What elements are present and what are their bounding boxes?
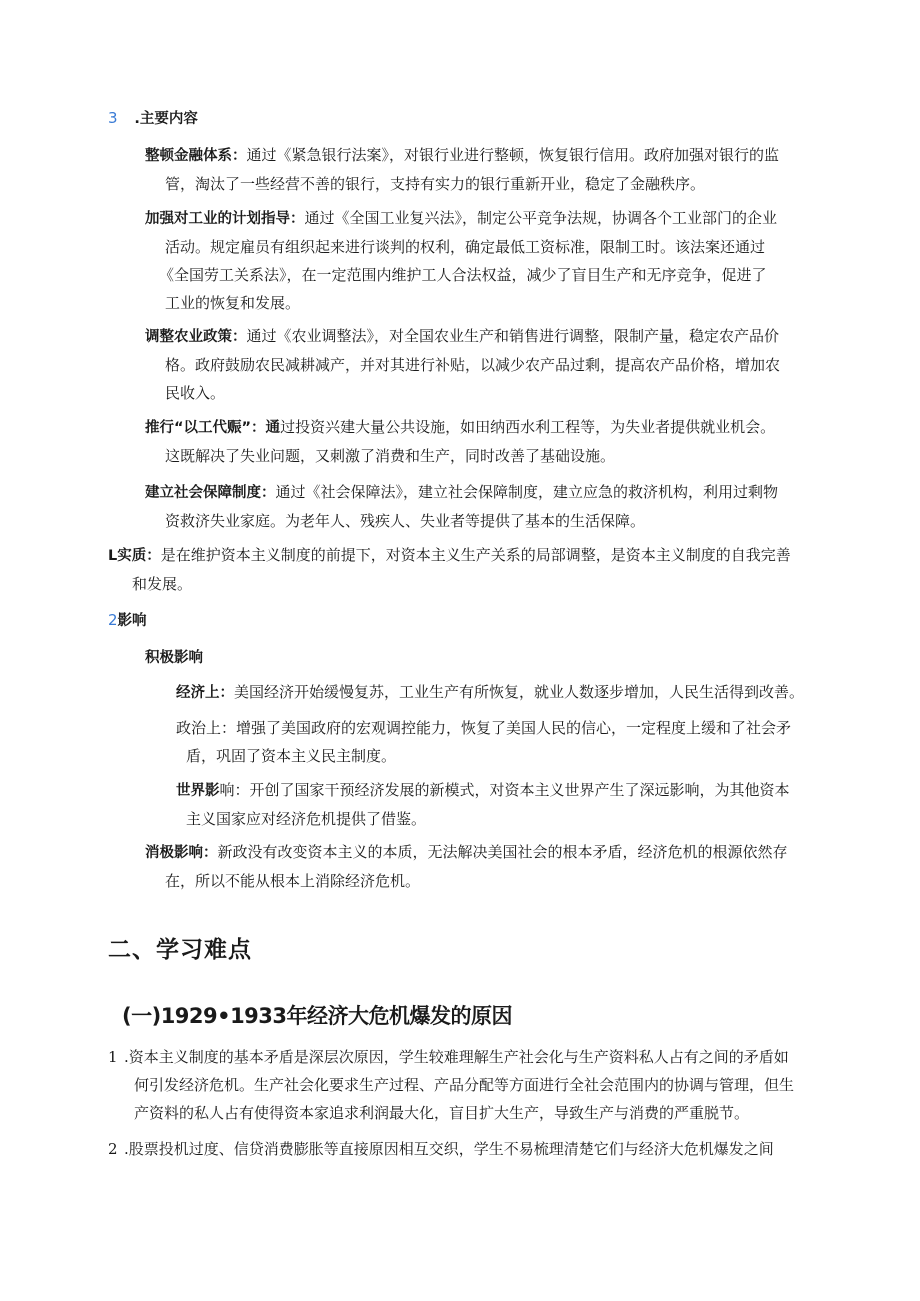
measure-text: 通过《紧急银行法案》，对银行业进行整顿，恢复银行信用。政府加强对银行的监 xyxy=(246,146,780,164)
measure-text: 通过《农业调整法》，对全国农业生产和销售进行调整，限制产量，稳定农产品价 xyxy=(246,327,780,345)
measure-text: 《全国劳工关系法》，在一定范围内维护工人合法权益，减少了盲目生产和无序竞争，促进了 xyxy=(159,266,767,284)
impact-text: 在，所以不能从根本上消除经济危机。 xyxy=(165,872,421,890)
measure-social-security xyxy=(145,478,845,535)
positive-political xyxy=(176,714,856,770)
measure-industry xyxy=(145,204,845,317)
item-text: .资本主义制度的基本矛盾是深层次原因，学生较难理解生产社会化与生产资料私人占有之间的矛盾如 xyxy=(124,1048,789,1066)
measure-label: 加强对工业的计划指导： xyxy=(145,211,305,227)
essence-block xyxy=(108,541,828,598)
impact-label: 经济上： xyxy=(176,685,234,701)
impact-heading xyxy=(108,606,147,635)
measure-text: 过投资兴建大量公共设施，如田纳西水利工程等，为失业者提供就业机会。 xyxy=(280,418,776,436)
negative-impact xyxy=(145,838,845,895)
measure-text: 这既解决了失业问题，又刺激了消费和生产，同时改善了基础设施。 xyxy=(165,447,616,465)
measure-label: 推行“以工代赈”：通 xyxy=(145,420,281,436)
measure-finance xyxy=(145,141,845,198)
impact-label: 消极影响： xyxy=(145,845,218,861)
heading-number: 2 xyxy=(108,611,118,629)
measure-text: 活动。规定雇员有组织起来进行谈判的权利，确定最低工资标准，限制工时。该法案还通过 xyxy=(165,238,766,256)
measure-text: 工业的恢复和发展。 xyxy=(165,294,301,312)
measure-label: 整顿金融体系： xyxy=(145,148,247,164)
main-content-heading xyxy=(108,104,198,133)
impact-label-rest: 响： xyxy=(219,781,250,799)
item-number: 2 xyxy=(108,1140,118,1158)
measure-text: 格。政府鼓励农民减耕减产，并对其进行补贴，以减少农产品过剩，提高农产品价格，增加农 xyxy=(165,356,781,374)
measure-text: 资救济失业家庭。为老年人、残疾人、失业者等提供了基本的生活保障。 xyxy=(165,512,646,530)
impact-text: 美国经济开始缓慢复苏，工业生产有所恢复，就业人数逐步增加，人民生活得到改善。 xyxy=(234,683,805,701)
impact-text: 主义国家应对经济危机提供了借鉴。 xyxy=(186,810,427,828)
item-text: .股票投机过度、信贷消费膨胀等直接原因相互交织，学生不易梳理清楚它们与经济大危机爆发之间 xyxy=(124,1140,774,1158)
measure-label: 调整农业政策： xyxy=(145,329,247,345)
positive-impact-heading xyxy=(145,643,203,672)
impact-label: 世界影 xyxy=(176,783,220,799)
measure-text: 通过《社会保障法》，建立社会保障制度，建立应急的救济机构，利用过剩物 xyxy=(275,483,779,501)
heading-number: 3 xyxy=(108,109,118,127)
section-title: 二、学习难点 xyxy=(108,937,252,963)
impact-text: 开创了国家干预经济发展的新模式，对资本主义世界产生了深远影响，为其他资本 xyxy=(249,781,790,799)
heading-text: 影响 xyxy=(117,613,147,629)
essence-text: 和发展。 xyxy=(132,575,193,593)
impact-text: 盾，巩固了资本主义民主制度。 xyxy=(186,747,397,765)
heading-text: .主要内容 xyxy=(134,111,198,127)
measure-text: 民收入。 xyxy=(165,384,226,402)
measure-agriculture xyxy=(145,322,845,407)
impact-text: 新政没有改变资本主义的本质，无法解决美国社会的根本矛盾，经济危机的根源依然存 xyxy=(217,843,788,861)
difficulty-item-1 xyxy=(108,1043,828,1127)
item-text: 何引发经济危机。生产社会化要求生产过程、产品分配等方面进行全社会范围内的协调与管理，但生 xyxy=(134,1076,795,1094)
item-text: 产资料的私人占有使得资本家追求利润最大化，盲目扩大生产，导致生产与消费的严重脱节。 xyxy=(134,1104,750,1122)
positive-heading-text: 积极影响 xyxy=(145,650,203,666)
impact-label: 政治上： xyxy=(176,719,237,737)
measure-label: 建立社会保障制度： xyxy=(145,485,276,501)
measure-work-relief xyxy=(145,413,845,470)
measure-text: 通过《全国工业复兴法》，制定公平竞争法规，协调各个工业部门的企业 xyxy=(304,209,778,227)
item-number: 1 xyxy=(108,1048,118,1066)
difficulty-item-2 xyxy=(108,1135,828,1163)
impact-text: 增强了美国政府的宏观调控能力，恢复了美国人民的信心，一定程度上缓和了社会矛 xyxy=(236,719,792,737)
positive-economic xyxy=(176,678,856,707)
essence-text: 是在维护资本主义制度的前提下，对资本主义生产关系的局部调整，是资本主义制度的自我完善 xyxy=(160,546,791,564)
measure-text: 管，淘汰了一些经营不善的银行，支持有实力的银行重新开业，稳定了金融秩序。 xyxy=(165,175,706,193)
subsection-title: (一)1929•1933年经济大危机爆发的原因 xyxy=(122,1004,513,1028)
positive-world xyxy=(176,776,856,833)
essence-label: L实质： xyxy=(108,548,161,564)
